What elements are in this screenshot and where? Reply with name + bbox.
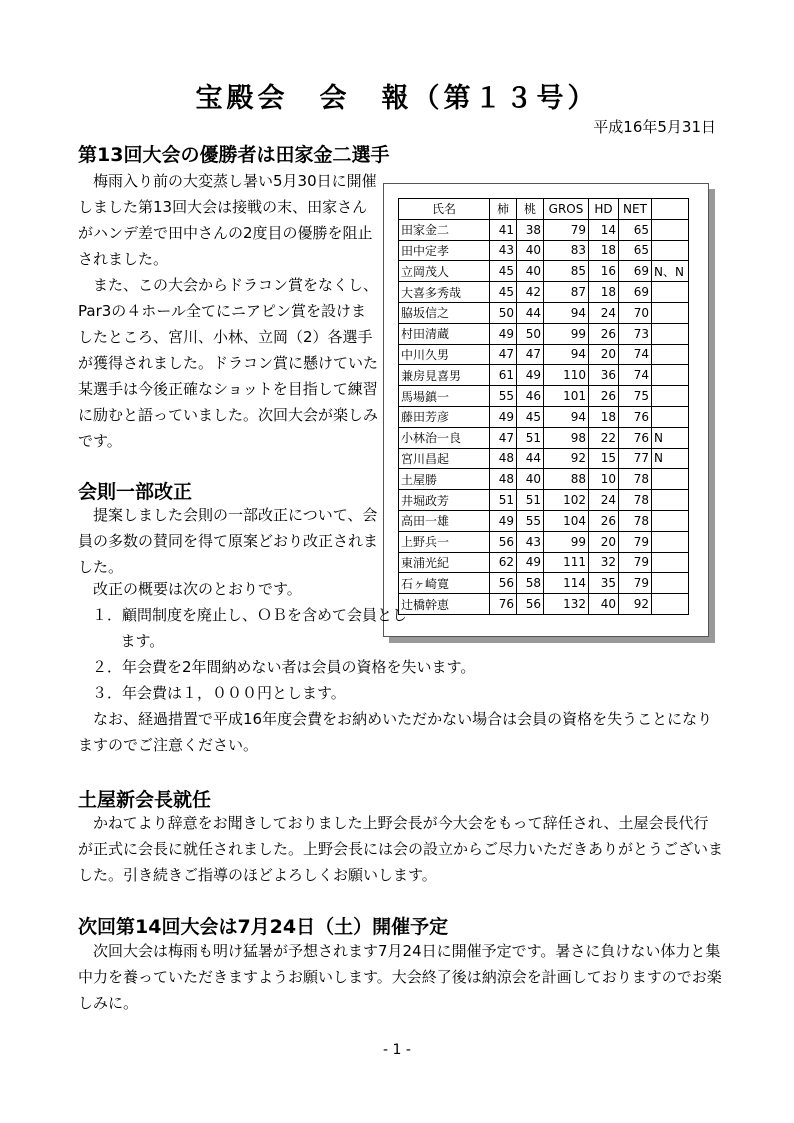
cell-kaki: 49 [490,406,517,427]
section2-item1: １．顧問制度を廃止し、ＯＢを含めて会員とします。 [92,606,408,650]
cell-gros: 114 [544,573,589,594]
cell-gros: 94 [544,302,589,323]
cell-hd: 15 [589,448,619,469]
cell-hd: 18 [589,240,619,261]
cell-momo: 49 [517,552,544,573]
cell-kaki: 45 [490,282,517,303]
cell-note: N [652,448,689,469]
issue-date: 平成16年5月31日 [593,118,716,136]
cell-note [652,386,689,407]
cell-gros: 79 [544,219,589,240]
table-row [399,448,689,469]
cell-net: 77 [619,448,652,469]
results-table-body [399,219,689,614]
table-row [399,510,689,531]
cell-note [652,510,689,531]
cell-hd: 26 [589,510,619,531]
cell-net: 78 [619,469,652,490]
cell-momo: 40 [517,261,544,282]
cell-kaki: 76 [490,594,517,615]
cell-note [652,344,689,365]
col-header-kaki: 柿 [490,199,517,220]
section1-heading: 第13回大会の優勝者は田家金二選手 [78,144,390,166]
cell-name: 兼房見喜男 [399,365,490,386]
cell-name: 辻橋幹恵 [399,594,490,615]
cell-momo: 42 [517,282,544,303]
page-number: - 1 - [383,1042,411,1058]
cell-gros: 102 [544,490,589,511]
cell-name: 脇坂信之 [399,302,490,323]
section2-heading: 会則一部改正 [78,481,193,503]
cell-name: 立岡茂人 [399,261,490,282]
cell-hd: 24 [589,302,619,323]
cell-net: 79 [619,552,652,573]
cell-note [652,573,689,594]
cell-hd: 24 [589,490,619,511]
cell-name: 高田一雄 [399,510,490,531]
cell-momo: 55 [517,510,544,531]
cell-gros: 94 [544,344,589,365]
cell-momo: 56 [517,594,544,615]
cell-kaki: 43 [490,240,517,261]
cell-note [652,490,689,511]
table-row [399,344,689,365]
section3-heading: 土屋新会長就任 [78,789,212,811]
cell-momo: 58 [517,573,544,594]
cell-gros: 111 [544,552,589,573]
section4-heading: 次回第14回大会は7月24日（土）開催予定 [78,916,449,938]
cell-momo: 50 [517,323,544,344]
cell-gros: 99 [544,531,589,552]
table-row [399,594,689,615]
cell-note [652,406,689,427]
cell-name: 村田清蔵 [399,323,490,344]
section1-para1: 梅雨入り前の大変蒸し暑い5月30日に開催しました第13回大会は接戦の末、田家さんがハンデ差で田中さんの2度目の優勝を阻止されました。 [78,172,377,268]
table-row [399,406,689,427]
cell-note [652,365,689,386]
cell-name: 中川久男 [399,344,490,365]
cell-momo: 40 [517,240,544,261]
cell-gros: 87 [544,282,589,303]
cell-momo: 40 [517,469,544,490]
cell-gros: 83 [544,240,589,261]
section2-item3: ３．年会費は１，０００円とします。 [92,684,346,702]
cell-net: 75 [619,386,652,407]
table-row [399,219,689,240]
cell-net: 74 [619,344,652,365]
cell-name: 馬場鎮一 [399,386,490,407]
cell-kaki: 56 [490,573,517,594]
cell-name: 大喜多秀哉 [399,282,490,303]
cell-name: 東浦光紀 [399,552,490,573]
cell-kaki: 62 [490,552,517,573]
cell-momo: 45 [517,406,544,427]
table-row [399,469,689,490]
cell-name: 井堀政芳 [399,490,490,511]
section2-para1: 提案しました会則の一部改正について、会員の多数の賛同を得て原案どおり改正されました。 [78,506,379,576]
cell-gros: 88 [544,469,589,490]
cell-net: 76 [619,406,652,427]
cell-note: N [652,427,689,448]
table-row [399,323,689,344]
cell-kaki: 49 [490,510,517,531]
table-row [399,427,689,448]
cell-gros: 99 [544,323,589,344]
cell-hd: 18 [589,406,619,427]
cell-momo: 49 [517,365,544,386]
section2-item2: ２．年会費を2年間納めない者は会員の資格を失います。 [92,658,476,676]
cell-name: 土屋勝 [399,469,490,490]
table-row [399,573,689,594]
cell-gros: 98 [544,427,589,448]
cell-kaki: 56 [490,531,517,552]
cell-note [652,302,689,323]
cell-net: 74 [619,365,652,386]
cell-hd: 10 [589,469,619,490]
cell-hd: 40 [589,594,619,615]
col-header-hd: HD [589,199,619,220]
cell-name: 小林治一良 [399,427,490,448]
col-header-net: NET [619,199,652,220]
cell-hd: 26 [589,386,619,407]
cell-net: 76 [619,427,652,448]
cell-gros: 110 [544,365,589,386]
cell-net: 79 [619,531,652,552]
cell-hd: 36 [589,365,619,386]
table-row [399,386,689,407]
cell-net: 78 [619,510,652,531]
cell-net: 79 [619,573,652,594]
col-header-note [652,199,689,220]
col-header-momo: 桃 [517,199,544,220]
table-row [399,365,689,386]
cell-note [652,531,689,552]
cell-note [652,219,689,240]
cell-note: N、N [652,261,689,282]
cell-net: 70 [619,302,652,323]
cell-net: 65 [619,219,652,240]
section2-para3: なお、経過措置で平成16年度会費をお納めいただかない場合は会員の資格を失うことになりますのでご注意ください。 [78,710,713,754]
cell-name: 石ヶ崎寛 [399,573,490,594]
cell-name: 田家金二 [399,219,490,240]
cell-note [652,552,689,573]
col-header-name: 氏名 [399,199,490,220]
cell-momo: 51 [517,427,544,448]
cell-note [652,240,689,261]
cell-kaki: 50 [490,302,517,323]
cell-name: 藤田芳彦 [399,406,490,427]
cell-momo: 44 [517,448,544,469]
cell-gros: 101 [544,386,589,407]
cell-gros: 132 [544,594,589,615]
cell-kaki: 48 [490,448,517,469]
cell-momo: 43 [517,531,544,552]
section2-para2: 改正の概要は次のとおりです。 [93,580,302,598]
cell-gros: 94 [544,406,589,427]
cell-hd: 32 [589,552,619,573]
table-row [399,552,689,573]
cell-note [652,282,689,303]
results-table [398,198,689,615]
cell-net: 65 [619,240,652,261]
cell-momo: 47 [517,344,544,365]
table-row [399,531,689,552]
cell-kaki: 55 [490,386,517,407]
cell-net: 69 [619,261,652,282]
cell-net: 78 [619,490,652,511]
cell-hd: 35 [589,573,619,594]
results-table-header [399,199,689,220]
cell-name: 宮川昌起 [399,448,490,469]
cell-momo: 38 [517,219,544,240]
table-row [399,282,689,303]
cell-note [652,323,689,344]
cell-name: 上野兵一 [399,531,490,552]
table-row [399,240,689,261]
cell-hd: 20 [589,344,619,365]
table-row [399,261,689,282]
cell-kaki: 47 [490,427,517,448]
cell-hd: 14 [589,219,619,240]
cell-kaki: 47 [490,344,517,365]
cell-hd: 20 [589,531,619,552]
cell-momo: 51 [517,490,544,511]
results-table-card [383,183,709,637]
section1-para2: また、この大会からドラコン賞をなくし、Par3の４ホール全てにニアピン賞を設けましたところ、宮川、小林、立岡（2）各選手が獲得されました。ドラコン賞に懸けていた某選手は今後正確なショットを目指して練習に励むと語っていました。次回大会が楽しみです。 [78,276,379,450]
cell-note [652,594,689,615]
cell-hd: 26 [589,323,619,344]
cell-gros: 85 [544,261,589,282]
cell-net: 92 [619,594,652,615]
cell-kaki: 41 [490,219,517,240]
cell-name: 田中定孝 [399,240,490,261]
cell-hd: 22 [589,427,619,448]
section3-para1: かねてより辞意をお聞きしておりました上野会長が今大会をもって辞任され、土屋会長代行が正式に会長に就任されました。上野会長には会の設立からご尽力いただきありがとうございました。引き続きご指導のほどよろしくお願いします。 [78,814,724,884]
col-header-gros: GROS [544,199,589,220]
cell-hd: 16 [589,261,619,282]
cell-hd: 18 [589,282,619,303]
cell-gros: 92 [544,448,589,469]
cell-note [652,469,689,490]
cell-gros: 104 [544,510,589,531]
cell-kaki: 49 [490,323,517,344]
table-row [399,302,689,323]
table-row [399,490,689,511]
page-title: 宝殿会 会 報（第１３号） [195,83,599,114]
cell-kaki: 45 [490,261,517,282]
cell-kaki: 61 [490,365,517,386]
cell-net: 69 [619,282,652,303]
cell-kaki: 48 [490,469,517,490]
cell-net: 73 [619,323,652,344]
cell-kaki: 51 [490,490,517,511]
cell-momo: 46 [517,386,544,407]
cell-momo: 44 [517,302,544,323]
section4-para1: 次回大会は梅雨も明け猛暑が予想されます7月24日に開催予定です。暑さに負けない体力と集中力を養っていただきますようお願いします。大会終了後は納涼会を計画しておりますのでお楽しみに。 [78,942,722,1012]
